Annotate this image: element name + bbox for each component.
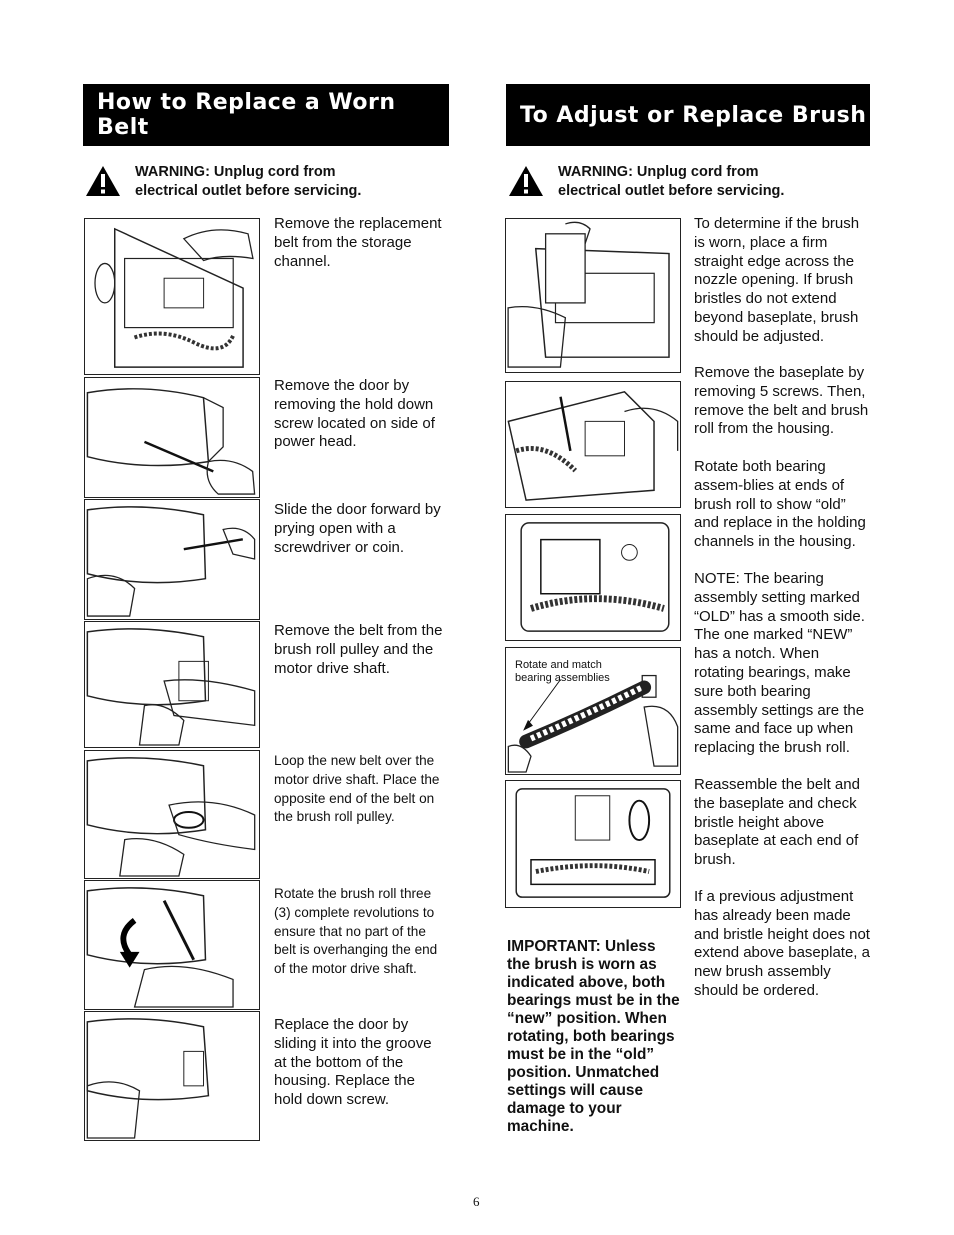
left-warning-line1: WARNING: Unplug cord from	[135, 164, 336, 180]
step-6-text: Rotate the brush roll three (3) complete revolutions to ensure that no part of the belt is overhanging the end of the motor drive shaft.	[274, 886, 438, 977]
right-warning-line1: WARNING: Unplug cord from	[558, 164, 759, 180]
page-number: 6	[473, 1194, 480, 1209]
left-warning-text	[135, 163, 361, 201]
important-note: IMPORTANT: Unless the brush is worn as indicated above, both bearings must be in the “new” position. When rotating, both bearings must be in the “old” position. Unmatched settings will cause damage to your machine.	[507, 938, 680, 1135]
warning-triangle-icon	[85, 165, 121, 197]
step-3-text: Slide the door forward by prying open with a screwdriver or coin.	[274, 501, 441, 556]
paragraph-determine-worn: To determine if the brush is worn, place a firm straight edge across the nozzle opening. If brush bristles do not extend beyond baseplate, brush should be adjusted.	[694, 215, 860, 345]
bearing-caption	[515, 659, 635, 685]
left-warning-line2: electrical outlet before servicing.	[135, 183, 362, 199]
illustration-remove-door	[84, 377, 260, 498]
left-section-title	[83, 84, 449, 146]
illustration-remove-baseplate	[505, 381, 681, 508]
illustration-loop-belt	[84, 750, 260, 879]
illustration-storage-channel	[84, 218, 260, 375]
left-title-text: How to Replace a Worn Belt	[97, 90, 396, 140]
paragraph-note: NOTE: The bearing assembly setting marked “OLD” has a smooth side. The one marked “NEW” has a notch. When rotating bearings, make sure both bearing assembly settings are the same and face up when replacing the brush roll.	[694, 570, 865, 757]
step-2-text: Remove the door by removing the hold down screw located on side of power head.	[274, 377, 435, 451]
paragraph-rotate-bearings: Rotate both bearing assem-blies at ends of brush roll to show “old” and replace in the holding channels in the housing.	[694, 458, 866, 551]
right-warning-text	[558, 163, 784, 201]
illustration-reassembled-baseplate	[505, 780, 681, 908]
paragraph-reassemble: Reassemble the belt and the baseplate and check bristle height above baseplate at each end of brush.	[694, 776, 860, 869]
paragraph-previous-adjustment: If a previous adjustment has already been made and bristle height does not extend above baseplate, a new brush assembly should be ordered.	[694, 888, 870, 999]
step-5-text: Loop the new belt over the motor drive shaft. Place the opposite end of the belt on the brush roll pulley.	[274, 753, 440, 825]
step-7-text: Replace the door by sliding it into the groove at the bottom of the housing. Replace the hold down screw.	[274, 1016, 432, 1109]
step-4-text: Remove the belt from the brush roll pulley and the motor drive shaft.	[274, 622, 443, 677]
warning-triangle-icon	[508, 165, 544, 197]
illustration-slide-door	[84, 499, 260, 620]
caption-line2: bearing assemblies	[515, 672, 610, 684]
right-title-text: To Adjust or Replace Brush	[520, 102, 867, 128]
left-warning	[85, 163, 361, 201]
right-warning	[508, 163, 784, 201]
illustration-straight-edge	[505, 218, 681, 373]
illustration-replace-door	[84, 1011, 260, 1141]
right-section-title	[506, 84, 870, 146]
caption-line1: Rotate and match	[515, 659, 602, 671]
illustration-rotate-brush	[84, 880, 260, 1010]
paragraph-remove-baseplate: Remove the baseplate by removing 5 screws. Then, remove the belt and brush roll from the housing.	[694, 364, 869, 438]
step-1-text: Remove the replacement belt from the storage channel.	[274, 215, 442, 270]
illustration-remove-belt	[84, 621, 260, 748]
illustration-brush-roll-housing	[505, 514, 681, 641]
right-warning-line2: electrical outlet before servicing.	[558, 183, 785, 199]
